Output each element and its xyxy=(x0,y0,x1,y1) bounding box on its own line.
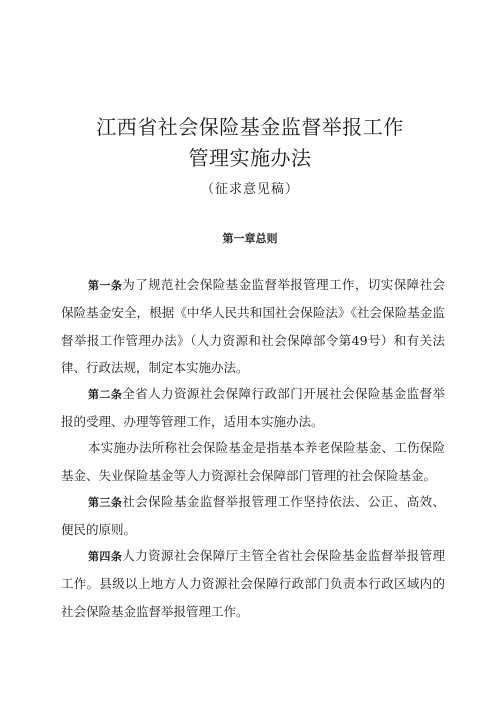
article-number: 第三条 xyxy=(88,496,123,509)
article-text: 本实施办法所称社会保险基金是指基本养老保险基金、工伤保险基金、失业保险基金等人力资源社会保障部门管理的社会保险基金。 xyxy=(61,440,445,484)
article-text: 社会保险基金监督举报管理工作坚持依法、公正、高效、便民的原则。 xyxy=(61,494,445,538)
article-number: 第二条 xyxy=(88,388,123,401)
article-paragraph xyxy=(61,488,445,544)
article-paragraph xyxy=(61,434,445,490)
article-paragraph xyxy=(61,271,445,382)
article-number: 第一条 xyxy=(88,279,123,292)
article-paragraph xyxy=(61,380,445,436)
document-title-line-2: 管理实施办法 xyxy=(188,146,312,170)
article-text: 为了规范社会保险基金监督举报管理工作，切实保障社会保险基金安全，根据《中华人民共和国社会保险法》《社会保险基金监督举报工作管理办法》（人力资源和社会保障部令第49号）和有关法律、行政法规，制定本实施办法。 xyxy=(61,277,445,376)
article-number: 第四条 xyxy=(88,550,123,563)
chapter-heading: 第一章总则 xyxy=(222,232,278,245)
document-title-line-1: 江西省社会保险基金监督举报工作 xyxy=(96,115,404,139)
article-paragraph xyxy=(61,542,445,625)
article-text: 全省人力资源社会保障行政部门开展社会保险基金监督举报的受理、办理等管理工作，适用本实施办法。 xyxy=(61,386,445,430)
article-text: 人力资源社会保障厅主管全省社会保险基金监督举报管理工作。县级以上地方人力资源社会保障行政部门负责本行政区域内的社会保险基金监督举报管理工作。 xyxy=(61,548,445,619)
document-subtitle: （征求意见稿） xyxy=(200,182,299,197)
